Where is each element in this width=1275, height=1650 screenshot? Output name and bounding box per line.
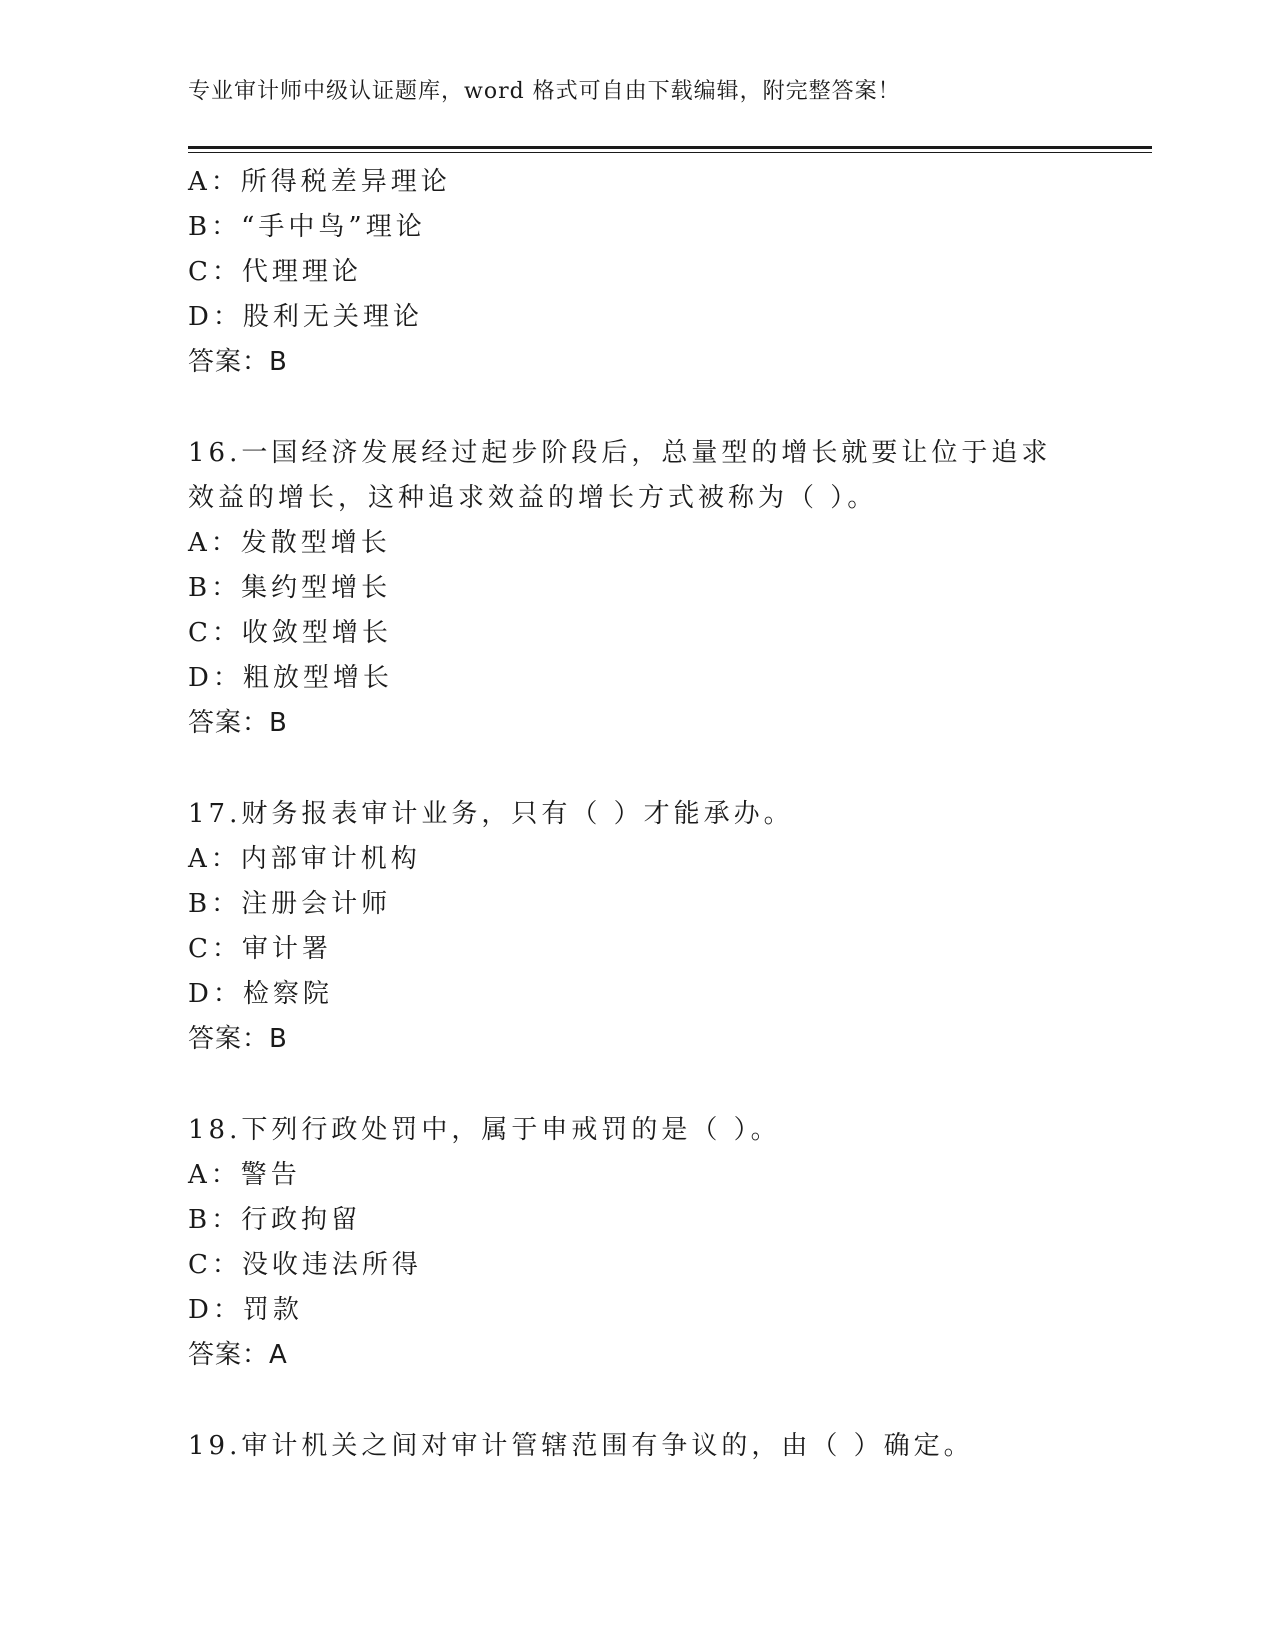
- option-d: D：罚款: [188, 1295, 303, 1325]
- header-rule-thick: [188, 146, 1152, 149]
- option-c: C：没收违法所得: [188, 1250, 422, 1280]
- spacer: [188, 1378, 1088, 1424]
- question-19: [188, 1424, 1088, 1469]
- option-b: B：“手中鸟”理论: [188, 212, 426, 242]
- option-b: B：注册会计师: [188, 889, 392, 919]
- option-a: A：警告: [188, 1160, 301, 1190]
- option-b: B：行政拘留: [188, 1205, 362, 1235]
- page-header: 专业审计师中级认证题库，word 格式可自由下载编辑，附完整答案！: [188, 79, 901, 104]
- option-d: D：粗放型增长: [188, 663, 393, 693]
- answer: 答案：B: [188, 347, 288, 377]
- question-stem: 17.财务报表审计业务，只有（ ）才能承办。: [188, 799, 794, 829]
- option-d: D：股利无关理论: [188, 302, 423, 332]
- spacer: [188, 746, 1088, 792]
- spacer: [188, 385, 1088, 431]
- question-17: [188, 792, 1088, 1062]
- option-a: A：发散型增长: [188, 528, 391, 558]
- question-stem: 18.下列行政处罚中，属于申戒罚的是（ ）。: [188, 1115, 781, 1145]
- option-c: C：代理理论: [188, 257, 362, 287]
- header-rule-thin: [188, 152, 1152, 153]
- question-15: [188, 160, 1088, 385]
- option-d: D：检察院: [188, 979, 333, 1009]
- question-stem: 16.一国经济发展经过起步阶段后，总量型的增长就要让位于追求效益的增长，这种追求效益的增长方式被称为（ ）。: [188, 438, 1052, 513]
- question-18: [188, 1108, 1088, 1378]
- answer: 答案：A: [188, 1340, 288, 1370]
- question-list: [188, 160, 1088, 1469]
- answer: 答案：B: [188, 708, 288, 738]
- option-a: A：内部审计机构: [188, 844, 421, 874]
- question-stem: 19.审计机关之间对审计管辖范围有争议的，由（ ）确定。: [188, 1431, 974, 1461]
- option-b: B：集约型增长: [188, 573, 392, 603]
- option-c: C：收敛型增长: [188, 618, 392, 648]
- option-a: A：所得税差异理论: [188, 167, 451, 197]
- option-c: C：审计署: [188, 934, 332, 964]
- answer: 答案：B: [188, 1024, 288, 1054]
- spacer: [188, 1062, 1088, 1108]
- question-16: [188, 431, 1088, 746]
